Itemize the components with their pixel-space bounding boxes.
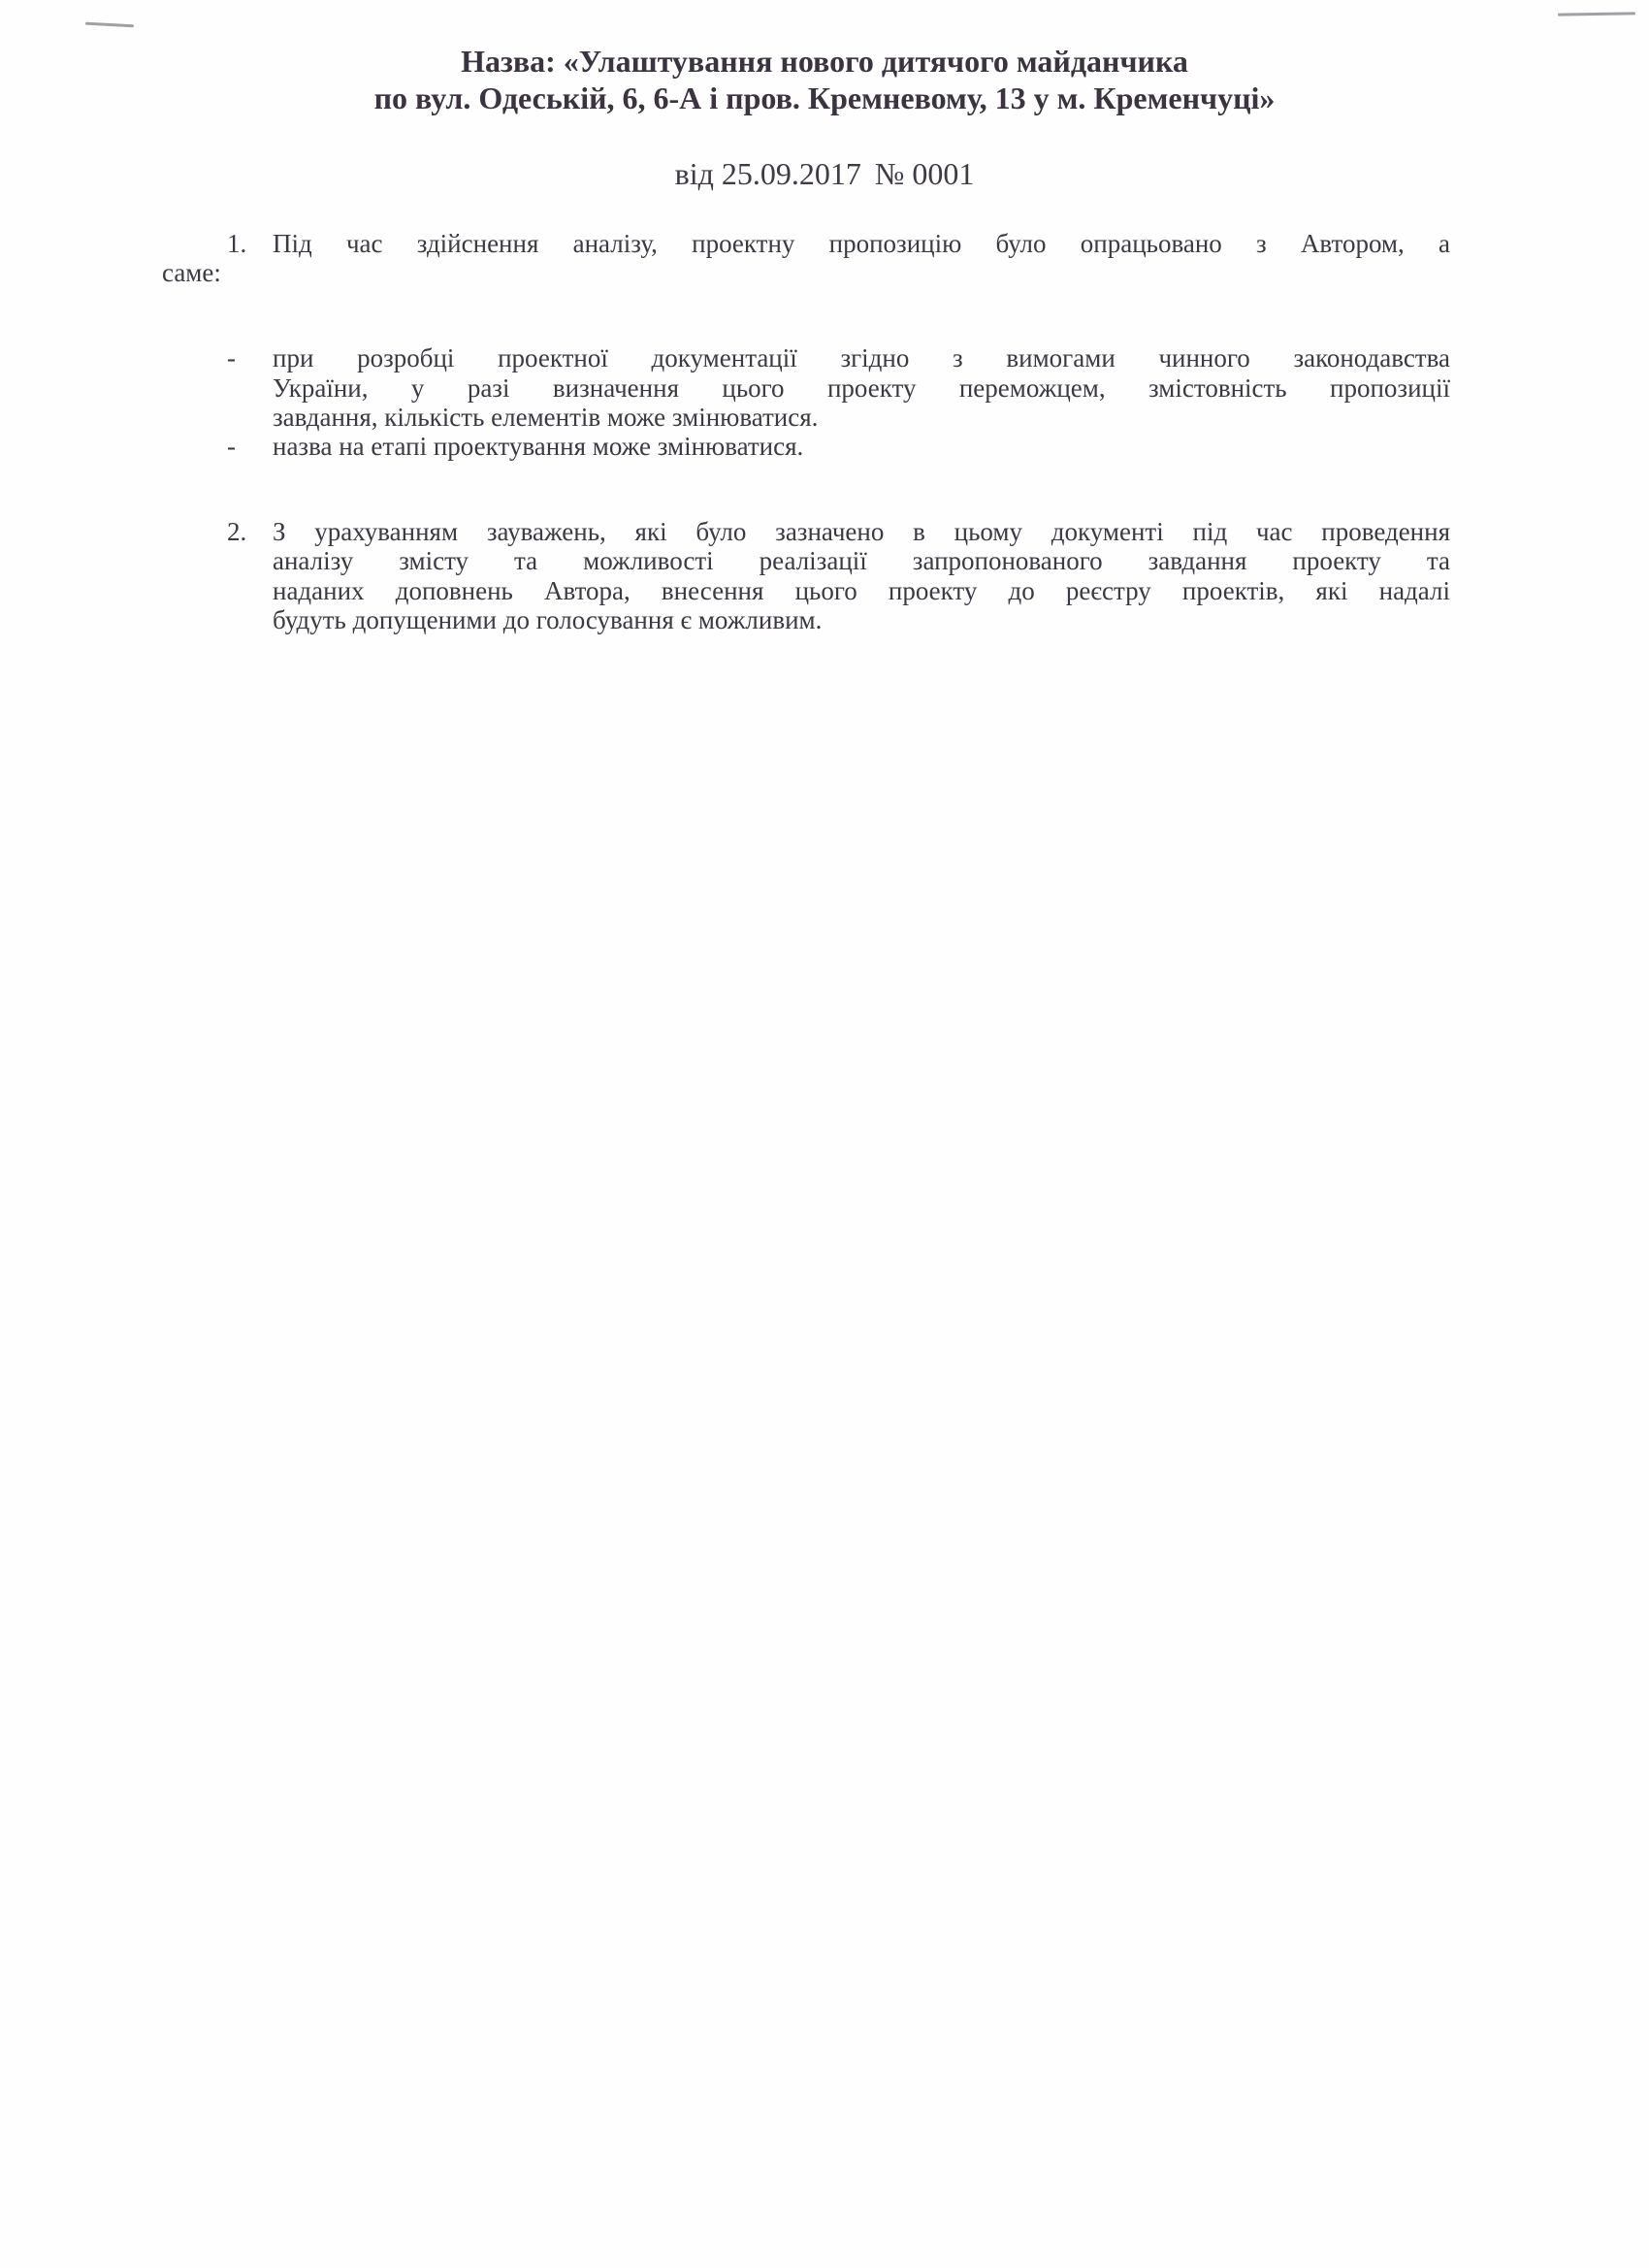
title-line-1: Назва: «Улаштування нового дитячого майданчика [461,44,1188,79]
bullet-1-line-3: завдання, кількість елементів може змінюватися. [273,403,819,432]
bullet-1-dash: - [227,343,236,373]
bullet-2-line-1: назва на етапі проектування може змінюватися. [273,432,804,461]
section-2-line-3: наданих доповнень Автора, внесення цього проекту до реєстру проектів, які надалі [273,576,1450,605]
bullet-1-line-1: при розробці проектної документації згідно з вимогами чинного законодавства [273,343,1450,373]
section-2-line-2: аналізу змісту та можливості реалізації запропонованого завдання проекту та [273,546,1450,575]
document-title [0,43,1649,116]
section-2-number: 2. [227,517,247,546]
section-1-number: 1. [227,229,247,258]
bullet-2-dash: - [227,432,236,461]
section-1-line-1: Під час здійснення аналізу, проектну пропозицію було опрацьовано з Автором, а [273,229,1450,258]
title-line-2: по вул. Одеській, 6, 6-А і пров. Кремневому, 13 у м. Кременчуці» [373,81,1276,115]
section-2-line-4: будуть допущеними до голосування є можливим. [273,605,823,634]
section-1-line-2: саме: [162,258,221,287]
scan-mark-left [85,22,134,28]
section-2-line-1: З урахуванням зауважень, які було зазначено в цьому документі під час проведення [273,517,1450,546]
scan-mark-right [1558,12,1635,16]
document-date-number [0,155,1649,192]
document-date: від 25.09.2017 [674,156,861,191]
bullet-1-line-2: України, у разі визначення цього проекту переможцем, змістовність пропозиції [273,373,1450,403]
document-number: № 0001 [874,156,975,191]
